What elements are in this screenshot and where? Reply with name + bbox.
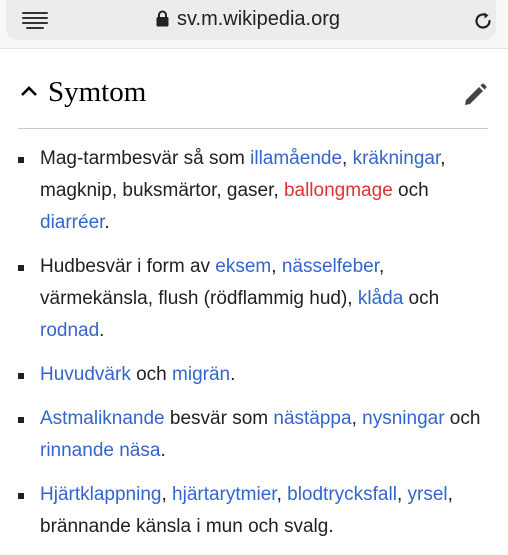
body-text: . (104, 212, 110, 233)
bullet-icon (18, 493, 24, 499)
bullet-icon (18, 265, 24, 271)
section-header[interactable] (18, 70, 488, 129)
article-link[interactable]: nässelfeber (281, 256, 380, 277)
body-text: , (276, 484, 288, 505)
body-text: , (342, 148, 353, 169)
list-item (18, 403, 494, 467)
body-text: . (230, 364, 236, 385)
lock-icon (156, 10, 169, 27)
bullet-icon (18, 157, 24, 163)
bullet-icon (18, 417, 24, 423)
edit-pencil-icon[interactable] (462, 82, 488, 108)
article-link[interactable]: klåda (357, 288, 404, 309)
article-link[interactable]: nysningar (362, 408, 445, 429)
symptom-list (18, 143, 494, 555)
article-link[interactable]: yrsel (407, 484, 448, 505)
browser-toolbar (0, 0, 508, 49)
body-text: Hudbesvär i form av (40, 256, 216, 277)
section-title: Symtom (48, 76, 147, 108)
article-link[interactable]: nästäppa (273, 408, 352, 429)
chevron-up-icon[interactable] (20, 84, 38, 98)
article-link[interactable]: rodnad (40, 320, 100, 341)
body-text: , (271, 256, 282, 277)
body-text: , (351, 408, 363, 429)
body-text: . (160, 440, 166, 461)
url-text: sv.m.wikipedia.org (177, 8, 341, 30)
list-item (18, 251, 494, 347)
article-link[interactable]: eksem (215, 256, 272, 277)
article-link[interactable]: Astmaliknande (40, 408, 165, 429)
body-text: och (392, 180, 429, 201)
body-text: , magknip, buksmärtor, gaser, (40, 148, 446, 201)
address-display[interactable] (156, 8, 340, 31)
article-link[interactable]: diarréer (40, 212, 105, 233)
body-text: , (396, 484, 408, 505)
article-link[interactable]: Huvudvärk (40, 364, 131, 385)
body-text: Mag-tarmbesvär så som (40, 148, 251, 169)
list-item (18, 359, 494, 391)
body-text: , (161, 484, 173, 505)
reload-icon[interactable] (472, 10, 494, 32)
article-link[interactable]: Hjärtklappning (40, 484, 162, 505)
bullet-icon (18, 373, 24, 379)
article-link[interactable]: hjärtarytmier (172, 484, 277, 505)
article-link[interactable]: kräkningar (352, 148, 441, 169)
body-text: , brännande känsla i mun och svalg. (40, 484, 453, 537)
body-text: och (403, 288, 440, 309)
article-link[interactable]: illamående (250, 148, 343, 169)
body-text: och (444, 408, 481, 429)
list-item (18, 143, 494, 239)
list-item (18, 479, 494, 543)
article-link[interactable]: blodtrycksfall (287, 484, 397, 505)
article-link[interactable]: rinnande näsa (40, 440, 161, 461)
menu-icon[interactable] (22, 12, 48, 30)
body-text: besvär som (164, 408, 274, 429)
article-link[interactable]: migrän (172, 364, 231, 385)
body-text: . (99, 320, 105, 341)
missing-article-link[interactable]: ballongmage (283, 180, 393, 201)
body-text: , värmekänsla, flush (rödflammig hud), (40, 256, 385, 309)
body-text: och (130, 364, 173, 385)
